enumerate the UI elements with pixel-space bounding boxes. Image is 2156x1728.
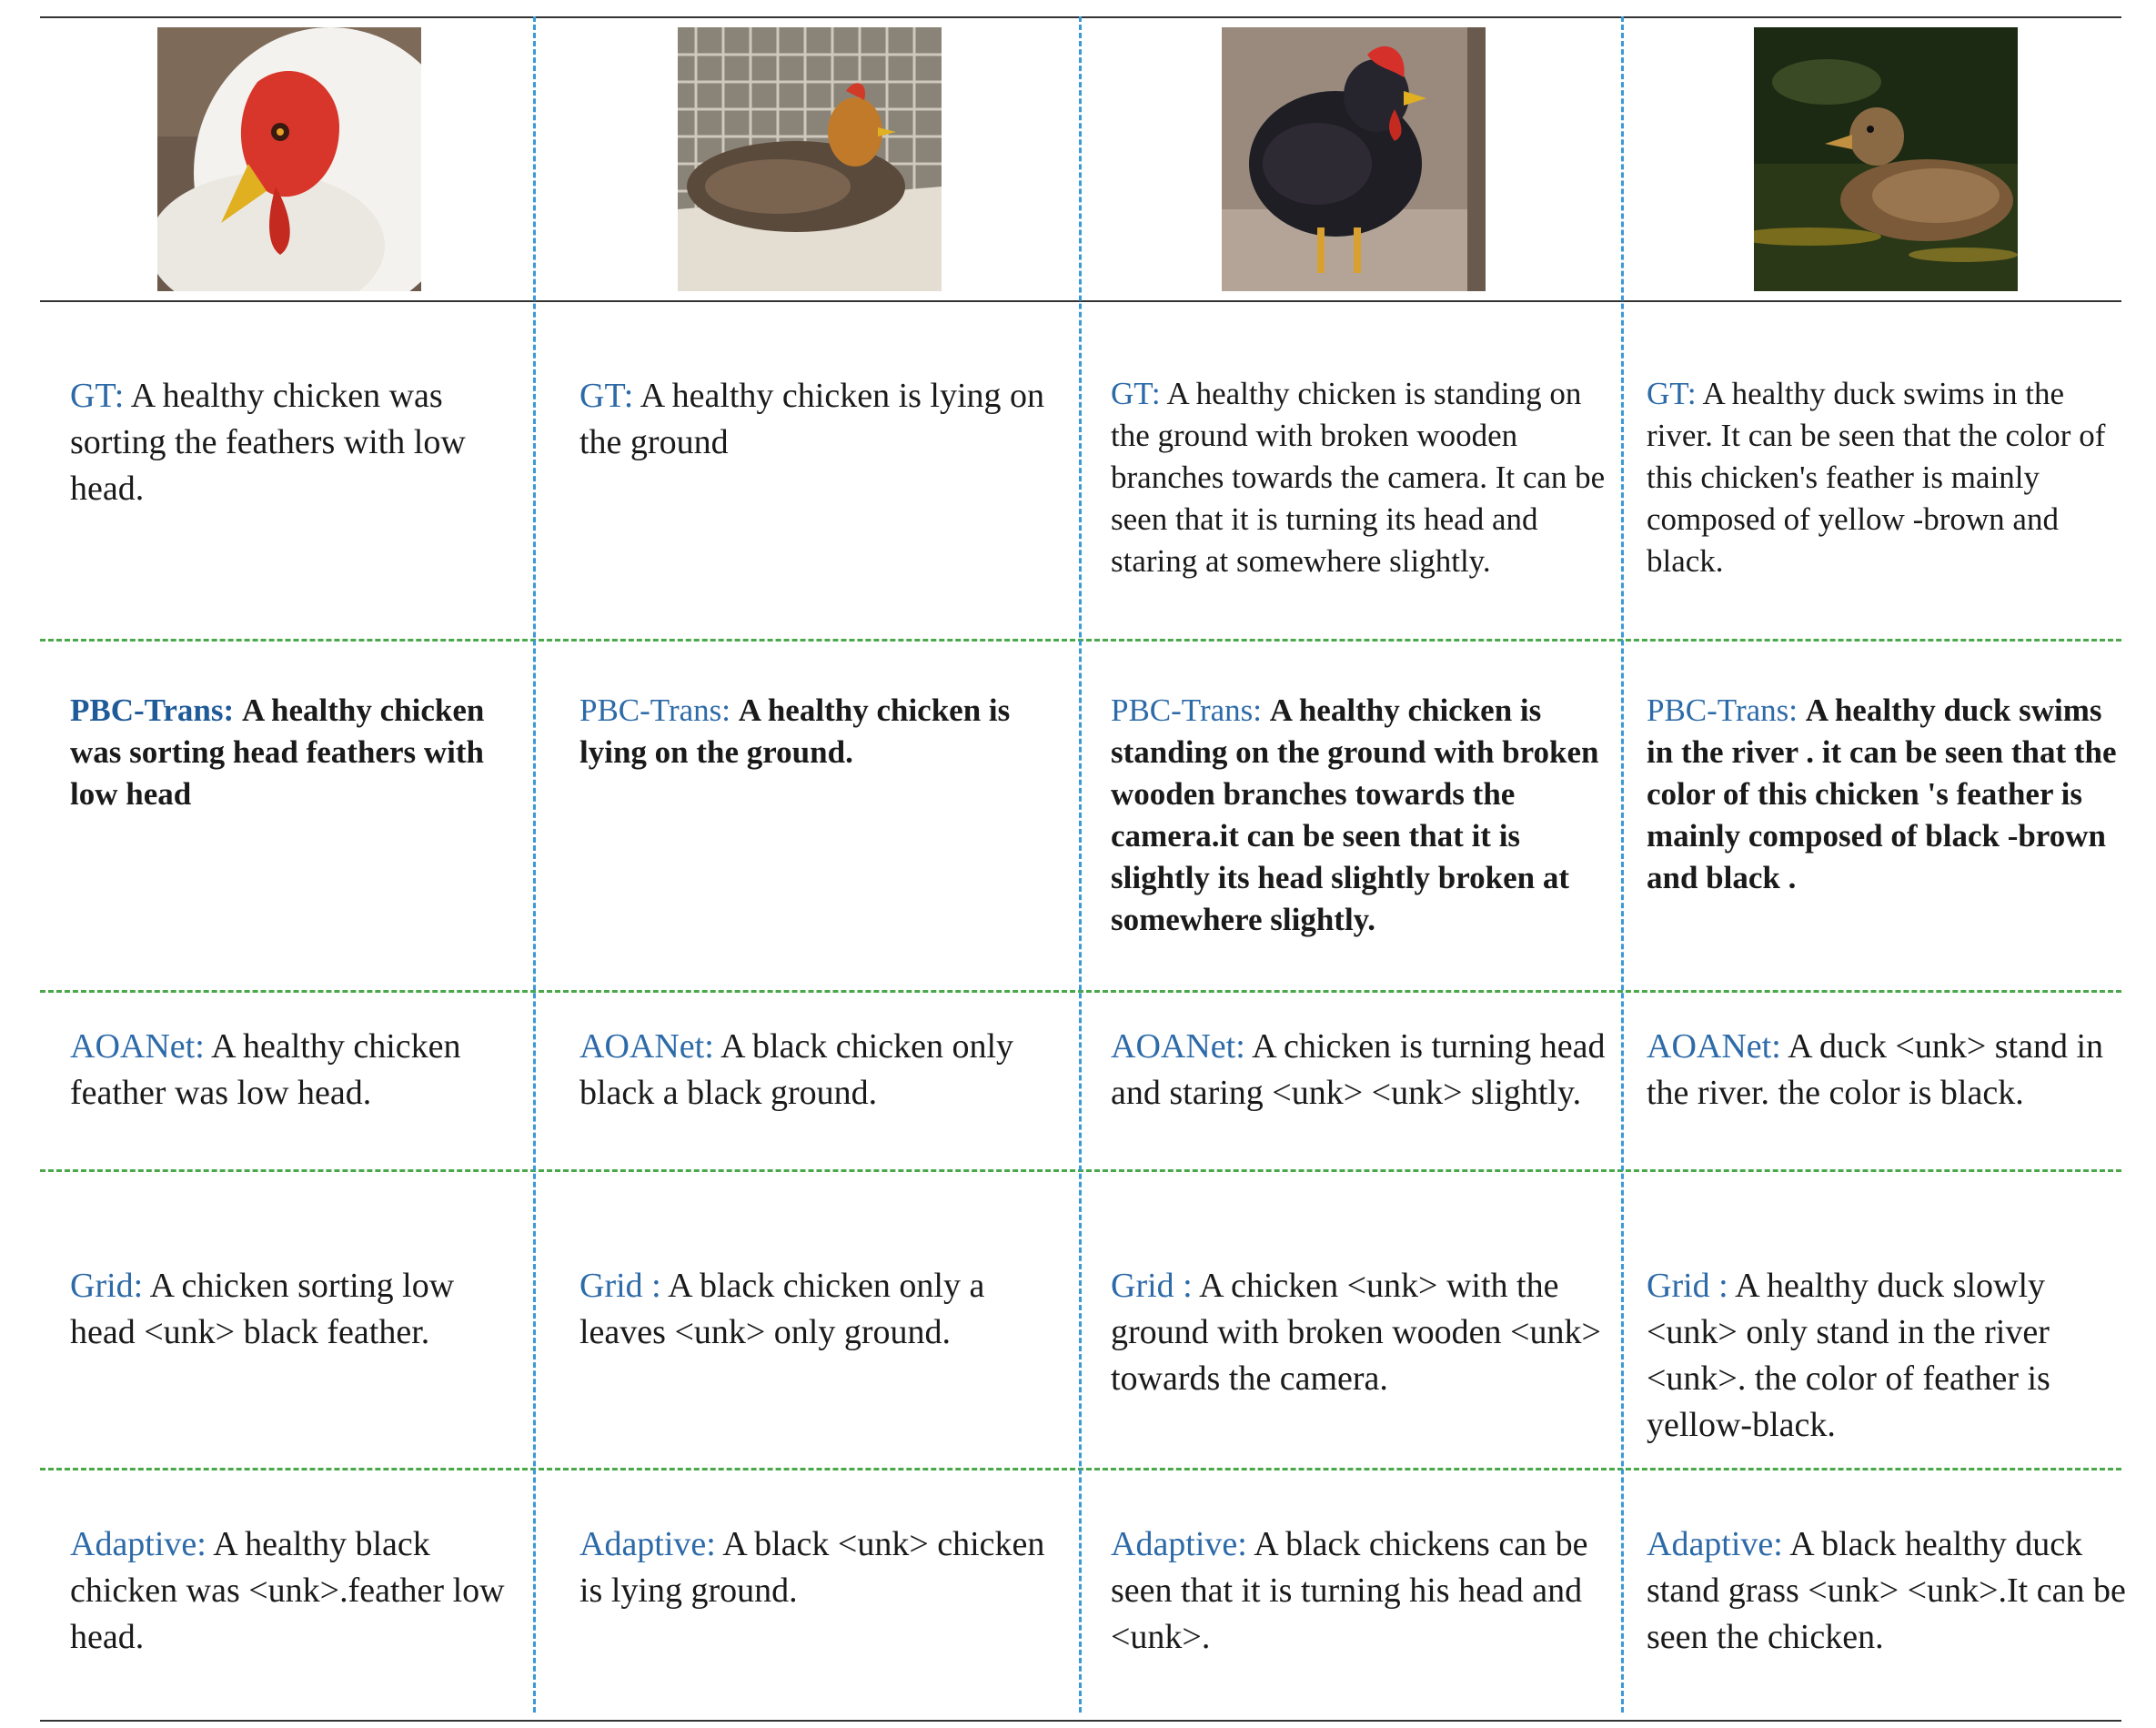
caption-text: A healthy chicken was sorting head feathers with low head bbox=[70, 692, 485, 812]
gt-caption-2 bbox=[579, 373, 1062, 466]
grid-caption-3 bbox=[1111, 1263, 1607, 1402]
row-label-grid: Grid: bbox=[70, 1267, 144, 1305]
image-white-chicken bbox=[157, 27, 421, 291]
adaptive-caption-1 bbox=[70, 1521, 516, 1661]
row-label-adaptive: Adaptive: bbox=[1647, 1525, 1783, 1563]
pbc-caption-2 bbox=[579, 690, 1066, 773]
row-label-gt: GT: bbox=[1647, 376, 1697, 411]
image-black-chicken bbox=[1222, 27, 1486, 291]
aoanet-caption-3 bbox=[1111, 1024, 1607, 1117]
caption-text: A healthy duck swims in the river . it can be seen that the color of this chicken 's feather is mainly composed of black -brown and black . bbox=[1647, 692, 2117, 895]
row-label-grid: Grid : bbox=[579, 1267, 661, 1305]
caption-text: A black healthy duck stand grass <unk> <unk>.It can be seen the chicken. bbox=[1647, 1525, 2126, 1656]
column-divider-3 bbox=[1621, 16, 1624, 1713]
caption-text: A black chickens can be seen that it is turning his head and <unk>. bbox=[1111, 1525, 1588, 1656]
caption-text: A chicken sorting low head <unk> black feather. bbox=[70, 1267, 455, 1351]
row-label-pbc-trans: PBC-Trans: bbox=[1647, 692, 1798, 728]
row-label-gt: GT: bbox=[70, 377, 125, 415]
row-label-grid: Grid : bbox=[1647, 1267, 1728, 1305]
bottom-rule bbox=[40, 1720, 2121, 1722]
caption-text: A black chicken only a leaves <unk> only ground. bbox=[579, 1267, 985, 1351]
row-label-adaptive: Adaptive: bbox=[579, 1525, 716, 1563]
caption-text: A duck <unk> stand in the river. the color is black. bbox=[1647, 1027, 2104, 1112]
row-label-pbc-trans: PBC-Trans: bbox=[579, 692, 730, 728]
pbc-caption-3 bbox=[1111, 690, 1607, 941]
row-label-aoanet: AOANet: bbox=[1111, 1027, 1245, 1066]
caption-text: A healthy duck swims in the river. It can be seen that the color of this chicken's feather is mainly composed of yellow -brown and black. bbox=[1647, 376, 2106, 579]
row-label-pbc-trans: PBC-Trans: bbox=[1111, 692, 1262, 728]
aoanet-caption-4 bbox=[1647, 1024, 2127, 1117]
gt-caption-4 bbox=[1647, 373, 2127, 582]
row-label-aoanet: AOANet: bbox=[70, 1027, 205, 1066]
row-label-aoanet: AOANet: bbox=[579, 1027, 714, 1066]
adaptive-caption-4 bbox=[1647, 1521, 2127, 1661]
row-label-aoanet: AOANet: bbox=[1647, 1027, 1781, 1066]
grid-caption-1 bbox=[70, 1263, 516, 1356]
caption-text: A healthy chicken is lying on the ground. bbox=[579, 692, 1011, 770]
adaptive-caption-2 bbox=[579, 1521, 1062, 1614]
gt-caption-3 bbox=[1111, 373, 1607, 582]
row-label-adaptive: Adaptive: bbox=[1111, 1525, 1247, 1563]
row-label-gt: GT: bbox=[1111, 376, 1161, 411]
row-label-grid: Grid : bbox=[1111, 1267, 1193, 1305]
caption-text: A healthy chicken is lying on the ground bbox=[579, 377, 1045, 461]
image-duck bbox=[1754, 27, 2018, 291]
grid-caption-2 bbox=[579, 1263, 1062, 1356]
column-divider-1 bbox=[533, 16, 536, 1713]
caption-text: A healthy chicken feather was low head. bbox=[70, 1027, 461, 1112]
caption-text: A chicken <unk> with the ground with broken wooden <unk> towards the camera. bbox=[1111, 1267, 1601, 1398]
gt-caption-1 bbox=[70, 373, 516, 512]
caption-text: A healthy black chicken was <unk>.feather low head. bbox=[70, 1525, 505, 1656]
image-caged-chicken bbox=[678, 27, 942, 291]
caption-text: A chicken is turning head and staring <unk> <unk> slightly. bbox=[1111, 1027, 1606, 1112]
caption-text: A healthy chicken was sorting the feathers with low head. bbox=[70, 377, 466, 508]
row-label-pbc-trans: PBC-Trans: bbox=[70, 692, 235, 728]
pbc-caption-1 bbox=[70, 690, 498, 815]
adaptive-caption-3 bbox=[1111, 1521, 1607, 1661]
caption-text: A black <unk> chicken is lying ground. bbox=[579, 1525, 1045, 1610]
caption-text: A healthy chicken is standing on the ground with broken wooden branches towards the camera. It can be seen that it is turning its head and staring at somewhere slightly. bbox=[1111, 376, 1606, 579]
column-divider-2 bbox=[1079, 16, 1082, 1713]
pbc-caption-4 bbox=[1647, 690, 2127, 899]
aoanet-caption-2 bbox=[579, 1024, 1062, 1117]
row-label-adaptive: Adaptive: bbox=[70, 1525, 207, 1563]
caption-text: A healthy chicken is standing on the ground with broken wooden branches towards the camera.it can be seen that it is slightly its head slightly broken at somewhere slightly. bbox=[1111, 692, 1599, 937]
aoanet-caption-1 bbox=[70, 1024, 498, 1117]
row-label-gt: GT: bbox=[579, 377, 634, 415]
caption-text: A healthy duck slowly <unk> only stand in the river <unk>. the color of feather is yellow-black. bbox=[1647, 1267, 2050, 1444]
caption-text: A black chicken only black a black ground. bbox=[579, 1027, 1014, 1112]
grid-caption-4 bbox=[1647, 1263, 2127, 1449]
